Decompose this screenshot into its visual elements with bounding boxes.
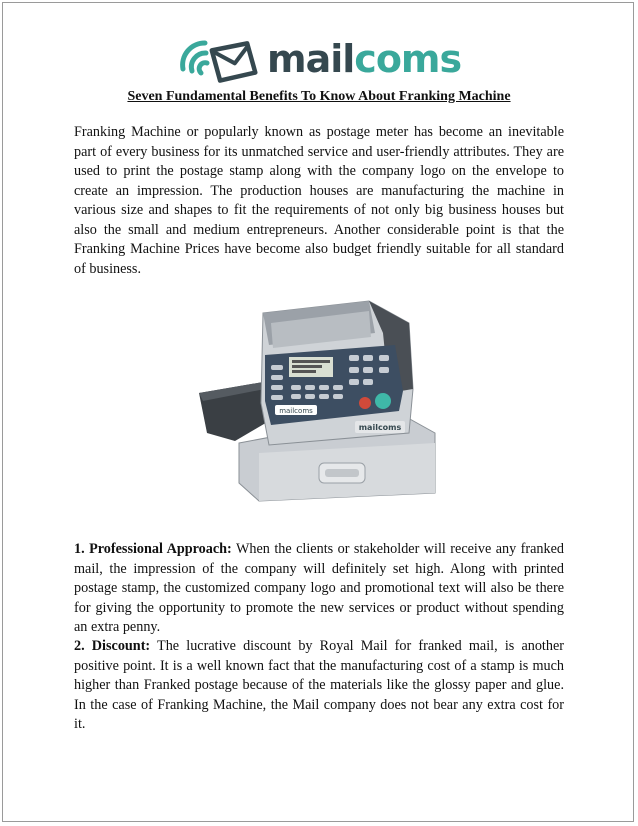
mailcoms-logo <box>175 33 475 91</box>
logo-wordmark <box>267 35 461 83</box>
benefit-paragraph-1 <box>74 540 564 638</box>
benefit-heading-1: 1. Professional Approach: <box>74 541 232 557</box>
machine-side-brand: mailcoms <box>358 423 402 432</box>
intro-paragraph: Franking Machine or popularly known as postage meter has become an inevitable part of every business for its unmatched service and user-friendly attributes. They are used to print the postage stamp along with the company logo on the envelope to create an impression. The production houses are manufacturing the machine in various size and shapes to fit the requirements of not only big business houses but also the small and medium entrepreneurs. Another considerable point is that the Franking Machine Prices have become also budget friendly suitable for all standard of business. <box>74 124 564 277</box>
logo-text-mail: mail <box>267 37 355 81</box>
benefit-heading-2: 2. Discount: <box>74 638 151 654</box>
logo-text-coms: coms <box>354 37 462 81</box>
machine-front-brand: mailcoms <box>279 407 313 415</box>
benefit-paragraph-2 <box>74 637 564 735</box>
benefit-text-2: The lucrative discount by Royal Mail for franked mail, is another positive point. It is a well known fact that the manufacturing cost of a stamp is much higher than Franked postage because of the materials like the glossy paper and glue. In the case of Franking Machine, the Mail company does not bear any extra cost for it. <box>74 638 564 732</box>
document-page <box>2 2 634 822</box>
document-title: Seven Fundamental Benefits To Know About Franking Machine <box>127 89 511 104</box>
benefit-text-1: When the clients or stakeholder will receive any franked mail, the impression of the company will definitely set high. Along with printed postage stamp, the customized company logo and promotional text will also be there for giving the opportunity to promote the new services or product without spending an extra penny. <box>74 541 564 635</box>
franking-machine-image <box>199 293 439 503</box>
envelope-wifi-icon <box>175 33 267 91</box>
